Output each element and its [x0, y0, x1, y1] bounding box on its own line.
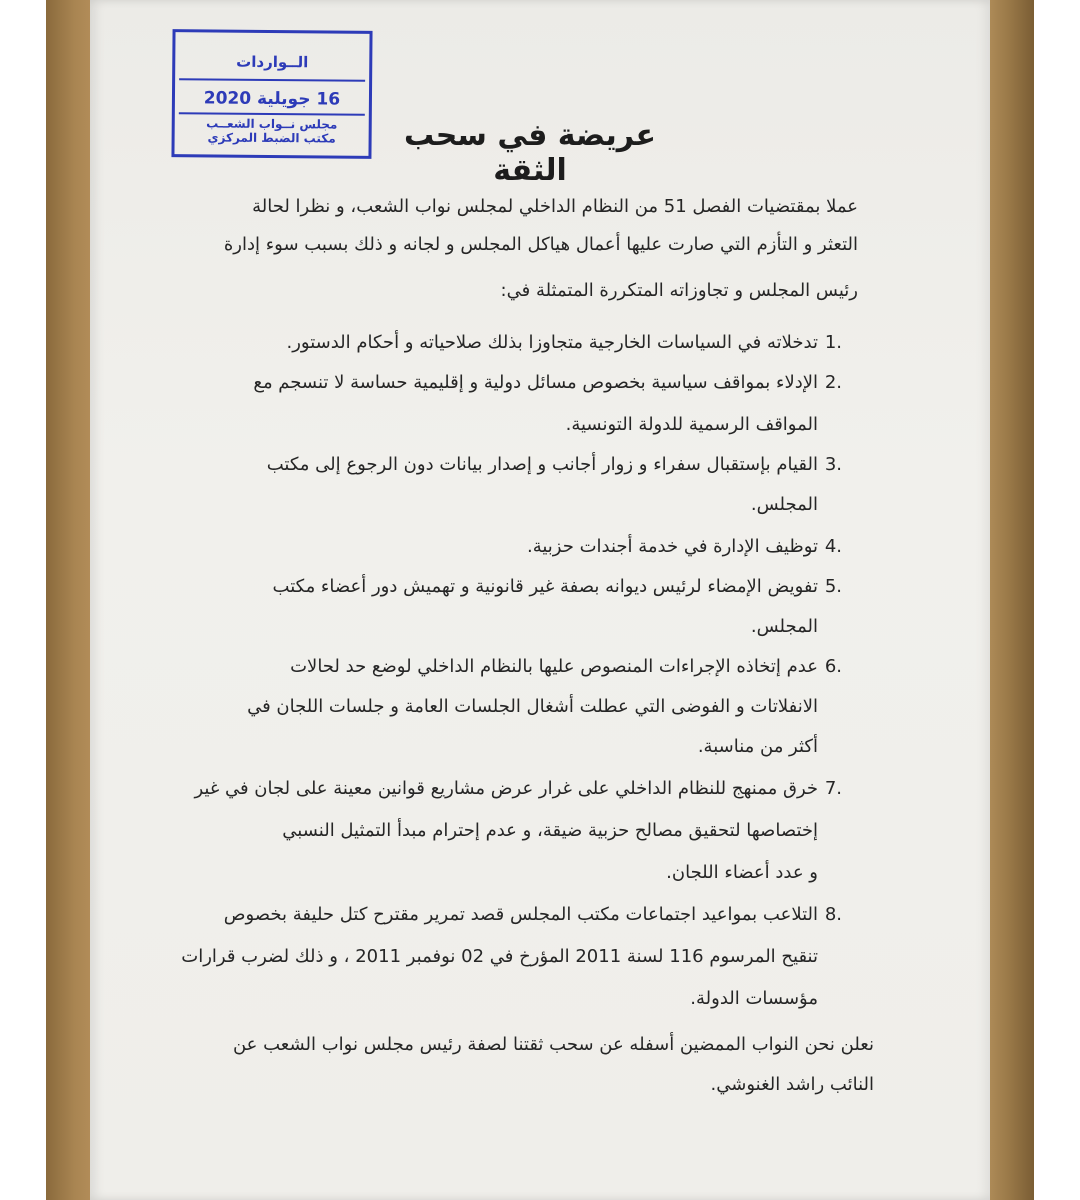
item-line: الإدلاء بمواقف سياسية بخصوص مسائل دولية و إقليمية حساسة لا تنسجم مع	[253, 372, 818, 393]
item-line: المجلس.	[750, 494, 818, 515]
desk-surface-left	[46, 0, 94, 1200]
stamp-office-line: مجلس نــواب الشعــب	[206, 116, 338, 132]
item-number: 7.	[824, 778, 842, 799]
item-line: الانفلاتات و الفوضى التي عطلت أشغال الجلسات العامة و جلسات اللجان في	[247, 696, 818, 717]
item-number: 5.	[824, 576, 842, 597]
closing-line: النائب راشد الغنوشي.	[710, 1074, 874, 1095]
item-line: عدم إتخاذه الإجراءات المنصوص عليها بالنظام الداخلي لوضع حد لحالات	[290, 656, 818, 677]
item-number: 2.	[824, 372, 842, 393]
stamp-divider	[179, 78, 365, 82]
item-line: تنقيح المرسوم 116 لسنة 2011 المؤرخ في 02 نوفمبر 2011 ، و ذلك لضرب قرارات	[181, 946, 818, 967]
item-number: 6.	[824, 656, 842, 677]
item-line: تدخلاته في السياسات الخارجية متجاوزا بذلك صلاحياته و أحكام الدستور.	[286, 332, 818, 353]
intro-line: رئيس المجلس و تجاوزاته المتكررة المتمثلة في:	[500, 280, 858, 301]
item-line: توظيف الإدارة في خدمة أجندات حزبية.	[526, 536, 818, 557]
item-number: 8.	[824, 904, 842, 925]
stamp-office	[175, 116, 369, 146]
item-number: 1.	[824, 332, 842, 353]
item-line: أكثر من مناسبة.	[697, 736, 818, 757]
stamp-divider	[179, 112, 365, 116]
item-line: إختصاصها لتحقيق مصالح حزبية ضيقة، و عدم إحترام مبدأ التمثيل النسبي	[282, 820, 818, 841]
item-line: التلاعب بمواعيد اجتماعات مكتب المجلس قصد تمرير مقترح كتل حليفة بخصوص	[223, 904, 818, 925]
screen-frame-right	[1034, 0, 1080, 1200]
item-line: المجلس.	[750, 616, 818, 637]
desk-surface-right	[990, 0, 1034, 1200]
stamp-header: الــواردات	[236, 52, 309, 72]
item-line: خرق ممنهج للنظام الداخلي على غرار عرض مشاريع قوانين معينة على لجان في غير	[194, 778, 818, 799]
screen-frame-left	[0, 0, 46, 1200]
incoming-mail-stamp	[171, 29, 372, 159]
item-number: 4.	[824, 536, 842, 557]
item-line: تفويض الإمضاء لرئيس ديوانه بصفة غير قانونية و تهميش دور أعضاء مكتب	[272, 576, 818, 597]
item-line: مؤسسات الدولة.	[690, 988, 818, 1009]
intro-line: التعثر و التأزم التي صارت عليها أعمال هياكل المجلس و لجانه و ذلك بسبب سوء إدارة	[223, 234, 858, 255]
stamp-office-line: مكتب الضبط المركزي	[207, 130, 336, 146]
item-line: المواقف الرسمية للدولة التونسية.	[565, 414, 818, 435]
intro-line: عملا بمقتضيات الفصل 51 من النظام الداخلي لمجلس نواب الشعب، و نظرا لحالة	[252, 196, 858, 217]
item-line: و عدد أعضاء اللجان.	[666, 862, 818, 883]
item-number: 3.	[824, 454, 842, 475]
document-title: عريضة في سحب الثقة	[404, 118, 656, 188]
stamp-date: 16 جويلية 2020	[203, 88, 341, 110]
item-line: القيام بإستقبال سفراء و زوار أجانب و إصدار بيانات دون الرجوع إلى مكتب	[266, 454, 818, 475]
closing-line: نعلن نحن النواب الممضين أسفله عن سحب ثقتنا لصفة رئيس مجلس نواب الشعب عن	[232, 1034, 874, 1055]
